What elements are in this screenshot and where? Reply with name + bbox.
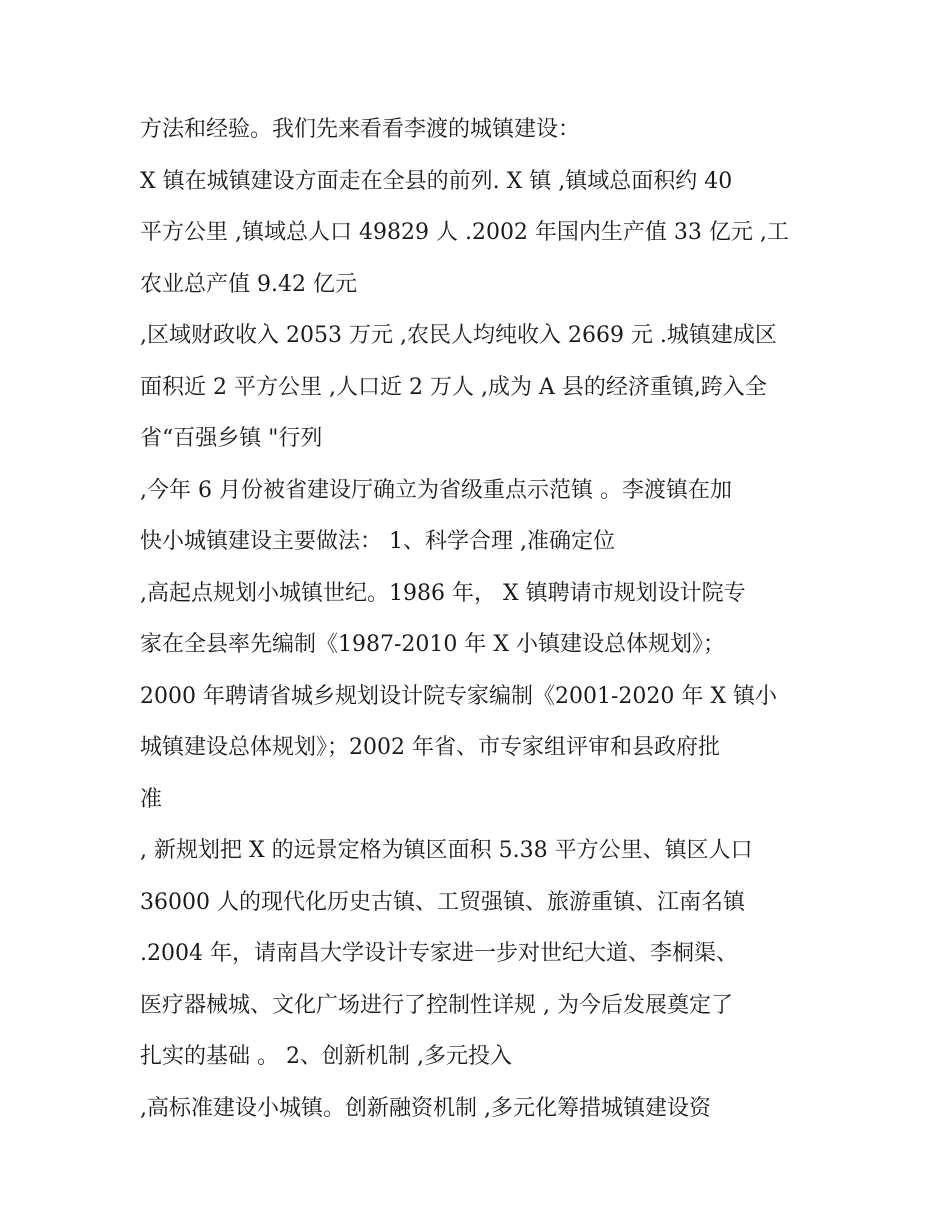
text-line: 2000 年聘请省城乡规划设计院专家编制《2001-2020 年 X 镇小 — [140, 683, 778, 709]
text-line: 36000 人的现代化历史古镇、工贸强镇、旅游重镇、江南名镇 — [140, 889, 745, 915]
text-line: 省“百强乡镇 "行列 — [140, 426, 323, 451]
text-line: 扎实的基础 。 2、创新机制 ,多元投入 — [140, 1044, 512, 1069]
text-line: X 镇在城镇建设方面走在全县的前列. X 镇 ,镇域总面积约 40 — [140, 168, 733, 194]
text-line: .2004 年，请南昌大学设计专家进一步对世纪大道、李桐渠、 — [140, 941, 738, 966]
text-line: 快小城镇建设主要做法： 1、科学合理 ,准确定位 — [140, 529, 615, 554]
text-line: 城镇建设总体规划》；2002 年省、市专家组评审和县政府批 — [140, 735, 720, 760]
text-line: 平方公里 ,镇域总人口 49829 人 .2002 年国内生产值 33 亿元 ,工 — [140, 220, 789, 245]
text-line: 面积近 2 平方公里 ,人口近 2 万人 ,成为 A 县的经济重镇,跨入全 — [140, 374, 767, 400]
text-line: ,高标准建设小城镇。创新融资机制 ,多元化筹措城镇建设资 — [140, 1095, 711, 1121]
body-text — [140, 110, 820, 1140]
text-line: 医疗器械城、文化广场进行了控制性详规 , 为今后发展奠定了 — [140, 992, 733, 1018]
text-line: , 新规划把 X 的远景定格为镇区面积 5.38 平方公里、镇区人口 — [140, 838, 753, 863]
text-line: 农业总产值 9.42 亿元 — [140, 271, 357, 297]
text-line: 家在全县率先编制《1987-2010 年 X 小镇建设总体规划》； — [140, 632, 726, 657]
text-line: 方法和经验。我们先来看看李渡的城镇建设： — [140, 117, 581, 142]
text-line: ,今年 6 月份被省建设厅确立为省级重点示范镇 。李渡镇在加 — [140, 477, 732, 503]
text-line: 准 — [140, 786, 163, 812]
text-line: ,高起点规划小城镇世纪。1986 年， X 镇聘请市规划设计院专 — [140, 580, 746, 606]
text-line: ,区域财政收入 2053 万元 ,农民人均纯收入 2669 元 .城镇建成区 — [140, 323, 777, 348]
